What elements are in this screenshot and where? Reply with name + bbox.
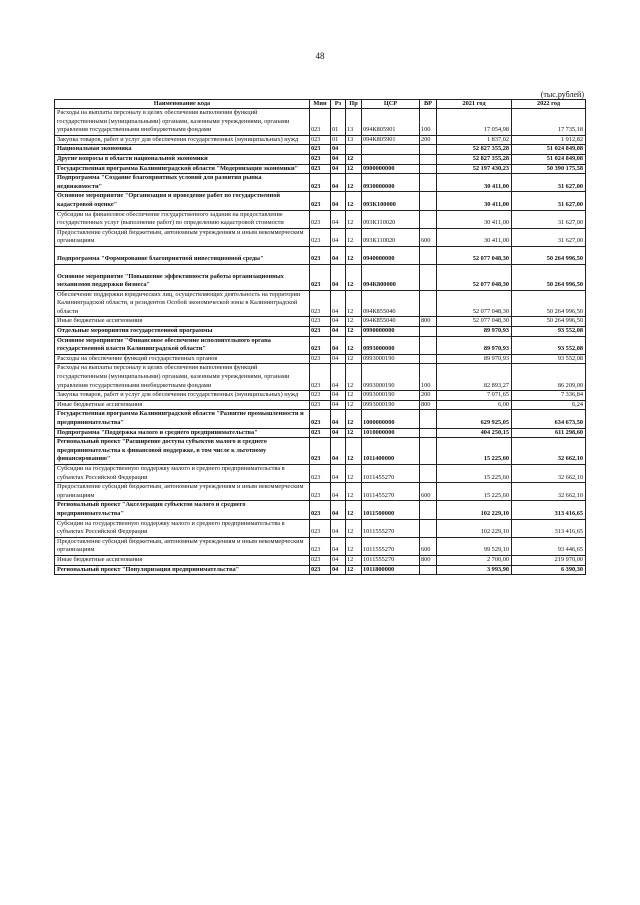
value-2021-cell: 629 925,05	[437, 410, 512, 428]
pr-cell: 12	[346, 192, 362, 210]
min-cell: 023	[310, 410, 331, 428]
csr-cell: 1011555270	[362, 519, 420, 537]
name-cell: Основное мероприятие "Финансовое обеспечение исполнительного органа государственной власти Калининградской области"	[55, 336, 310, 354]
csr-cell: 094К805901	[362, 109, 420, 136]
rz-cell: 04	[331, 438, 346, 465]
vr-cell	[420, 438, 437, 465]
value-2022-cell: 93 552,08	[512, 336, 586, 354]
value-2022-cell: 31 627,00	[512, 228, 586, 246]
col-header-rz: Рз	[331, 100, 346, 109]
pr-cell: 12	[346, 400, 362, 410]
pr-cell: 12	[346, 438, 362, 465]
vr-cell: 600	[420, 483, 437, 501]
csr-cell: 0940000000	[362, 246, 420, 264]
value-2022-cell: 31 627,00	[512, 174, 586, 192]
min-cell: 023	[310, 537, 331, 555]
value-2021-cell: 2 700,00	[437, 555, 512, 565]
table-row	[55, 464, 586, 482]
table-row	[55, 327, 586, 337]
table-row	[55, 336, 586, 354]
table-row	[55, 154, 586, 164]
value-2021-cell: 52 827 355,28	[437, 145, 512, 155]
pr-cell: 12	[346, 327, 362, 337]
table-row	[55, 135, 586, 145]
table-row	[55, 364, 586, 391]
csr-cell: 0993000190	[362, 354, 420, 364]
vr-cell	[420, 501, 437, 519]
min-cell: 023	[310, 135, 331, 145]
name-cell: Расходы на выплаты персоналу в целях обеспечения выполнения функций государственными (муниципальными) органами, казенными учреждениями, органами управления государственными внебюджетными фондами	[55, 109, 310, 136]
value-2021-cell: 15 225,60	[437, 483, 512, 501]
min-cell: 023	[310, 400, 331, 410]
table-row	[55, 317, 586, 327]
vr-cell	[420, 327, 437, 337]
name-cell: Расходы на обеспечение функций государственных органов	[55, 354, 310, 364]
pr-cell: 12	[346, 164, 362, 174]
value-2022-cell: 31 627,00	[512, 210, 586, 228]
vr-cell	[420, 246, 437, 264]
rz-cell: 01	[331, 135, 346, 145]
vr-cell	[420, 464, 437, 482]
col-header-name: Наименование кода	[55, 100, 310, 109]
min-cell: 023	[310, 391, 331, 401]
rz-cell: 04	[331, 154, 346, 164]
value-2022-cell: 50 264 996,50	[512, 317, 586, 327]
rz-cell: 04	[331, 174, 346, 192]
value-2021-cell: 89 970,93	[437, 327, 512, 337]
rz-cell: 04	[331, 164, 346, 174]
csr-cell	[362, 145, 420, 155]
min-cell: 023	[310, 210, 331, 228]
csr-cell: 1011800000	[362, 565, 420, 575]
min-cell: 023	[310, 336, 331, 354]
value-2021-cell: 30 411,00	[437, 210, 512, 228]
pr-cell: 12	[346, 290, 362, 317]
name-cell: Субсидии на государственную поддержку малого и среднего предпринимательства в субъектах Российской Федерации	[55, 519, 310, 537]
min-cell: 023	[310, 464, 331, 482]
vr-cell	[420, 428, 437, 438]
value-2022-cell: 611 298,60	[512, 428, 586, 438]
csr-cell: 1011455270	[362, 464, 420, 482]
min-cell: 023	[310, 109, 331, 136]
value-2022-cell: 6,24	[512, 400, 586, 410]
name-cell: Подпрограмма "Формирование благоприятной инвестиционной среды"	[55, 246, 310, 264]
table-row	[55, 410, 586, 428]
table-row	[55, 501, 586, 519]
vr-cell: 200	[420, 391, 437, 401]
min-cell: 023	[310, 174, 331, 192]
table-row	[55, 519, 586, 537]
value-2022-cell: 17 735,18	[512, 109, 586, 136]
value-2022-cell: 313 416,65	[512, 501, 586, 519]
value-2022-cell: 634 673,50	[512, 410, 586, 428]
table-row	[55, 164, 586, 174]
value-2021-cell: 52 077 048,30	[437, 264, 512, 290]
rz-cell: 04	[331, 537, 346, 555]
vr-cell	[420, 145, 437, 155]
units-note: (тыс.рублей)	[540, 90, 584, 99]
rz-cell: 04	[331, 246, 346, 264]
name-cell: Отдельные мероприятия государственной программы	[55, 327, 310, 337]
name-cell: Региональный проект "Расширение доступа субъектов малого и среднего предпринимательства к финансовой поддержке, в том числе к льготному финансированию"	[55, 438, 310, 465]
csr-cell: 0993000000	[362, 336, 420, 354]
vr-cell: 200	[420, 135, 437, 145]
table-row	[55, 428, 586, 438]
value-2022-cell: 32 662,10	[512, 464, 586, 482]
name-cell: Государственная программа Калининградской области "Развитие промышленности и предпринимательства"	[55, 410, 310, 428]
pr-cell	[346, 145, 362, 155]
col-header-2022: 2022 год	[512, 100, 586, 109]
value-2021-cell: 52 827 355,28	[437, 154, 512, 164]
name-cell: Подпрограмма "Поддержка малого и среднего предпринимательства"	[55, 428, 310, 438]
value-2022-cell: 32 662,10	[512, 438, 586, 465]
name-cell: Другие вопросы в области национальной экономики	[55, 154, 310, 164]
csr-cell: 0993000190	[362, 364, 420, 391]
rz-cell: 04	[331, 264, 346, 290]
value-2021-cell: 102 229,10	[437, 501, 512, 519]
value-2021-cell: 30 411,00	[437, 228, 512, 246]
rz-cell: 04	[331, 410, 346, 428]
value-2021-cell: 52 077 048,30	[437, 290, 512, 317]
vr-cell	[420, 210, 437, 228]
pr-cell: 13	[346, 109, 362, 136]
min-cell: 023	[310, 555, 331, 565]
min-cell: 023	[310, 192, 331, 210]
vr-cell: 800	[420, 400, 437, 410]
value-2021-cell: 15 225,60	[437, 464, 512, 482]
name-cell: Субсидии на государственную поддержку малого и среднего предпринимательства в субъектах Российской Федерации	[55, 464, 310, 482]
rz-cell: 04	[331, 519, 346, 537]
value-2021-cell: 89 970,93	[437, 336, 512, 354]
budget-table	[54, 99, 586, 575]
csr-cell: 1011555270	[362, 555, 420, 565]
rz-cell: 04	[331, 364, 346, 391]
min-cell: 023	[310, 519, 331, 537]
name-cell: Предоставление субсидий бюджетным, автономным учреждениям и иным некоммерческим организациям	[55, 228, 310, 246]
rz-cell: 04	[331, 210, 346, 228]
table-row	[55, 537, 586, 555]
name-cell: Национальная экономика	[55, 145, 310, 155]
name-cell: Закупка товаров, работ и услуг для обеспечения государственных (муниципальных) нужд	[55, 391, 310, 401]
rz-cell: 04	[331, 483, 346, 501]
table-row	[55, 264, 586, 290]
vr-cell: 100	[420, 364, 437, 391]
rz-cell: 04	[331, 192, 346, 210]
value-2021-cell: 17 054,98	[437, 109, 512, 136]
csr-cell: 0990000000	[362, 327, 420, 337]
pr-cell: 13	[346, 135, 362, 145]
value-2022-cell: 7 336,84	[512, 391, 586, 401]
value-2021-cell: 52 077 048,30	[437, 246, 512, 264]
rz-cell: 04	[331, 145, 346, 155]
csr-cell: 094К855040	[362, 317, 420, 327]
value-2022-cell: 50 390 175,58	[512, 164, 586, 174]
pr-cell: 12	[346, 565, 362, 575]
value-2022-cell: 313 416,65	[512, 519, 586, 537]
value-2022-cell: 51 024 849,08	[512, 145, 586, 155]
min-cell: 023	[310, 428, 331, 438]
pr-cell: 12	[346, 410, 362, 428]
page-number: 48	[315, 51, 325, 61]
vr-cell	[420, 192, 437, 210]
min-cell: 023	[310, 145, 331, 155]
min-cell: 023	[310, 228, 331, 246]
min-cell: 023	[310, 290, 331, 317]
rz-cell: 04	[331, 327, 346, 337]
value-2022-cell: 50 264 996,50	[512, 246, 586, 264]
value-2022-cell: 51 024 849,08	[512, 154, 586, 164]
value-2022-cell: 93 446,65	[512, 537, 586, 555]
name-cell: Предоставление субсидий бюджетным, автономным учреждениям и иным некоммерческим организациям	[55, 483, 310, 501]
vr-cell	[420, 410, 437, 428]
value-2022-cell: 219 970,00	[512, 555, 586, 565]
value-2022-cell: 31 627,00	[512, 192, 586, 210]
name-cell: Иные бюджетные ассигнования	[55, 555, 310, 565]
table-row	[55, 354, 586, 364]
vr-cell: 600	[420, 228, 437, 246]
rz-cell: 04	[331, 228, 346, 246]
value-2021-cell: 52 077 048,30	[437, 317, 512, 327]
value-2021-cell: 89 970,93	[437, 354, 512, 364]
vr-cell	[420, 336, 437, 354]
pr-cell: 12	[346, 228, 362, 246]
value-2021-cell: 3 993,90	[437, 565, 512, 575]
table-row	[55, 109, 586, 136]
vr-cell	[420, 174, 437, 192]
pr-cell: 12	[346, 391, 362, 401]
value-2022-cell: 6 390,30	[512, 565, 586, 575]
csr-cell: 1011400000	[362, 438, 420, 465]
col-header-min: Мин	[310, 100, 331, 109]
name-cell: Закупка товаров, работ и услуг для обеспечения государственных (муниципальных) нужд	[55, 135, 310, 145]
table-row	[55, 483, 586, 501]
min-cell: 023	[310, 317, 331, 327]
name-cell: Предоставление субсидий бюджетным, автономным учреждениям и иным некоммерческим организациям	[55, 537, 310, 555]
csr-cell: 1011455270	[362, 483, 420, 501]
pr-cell: 12	[346, 264, 362, 290]
rz-cell: 04	[331, 565, 346, 575]
rz-cell: 04	[331, 317, 346, 327]
pr-cell: 12	[346, 501, 362, 519]
min-cell: 023	[310, 354, 331, 364]
csr-cell: 1011500000	[362, 501, 420, 519]
vr-cell: 800	[420, 317, 437, 327]
value-2021-cell: 102 229,10	[437, 519, 512, 537]
rz-cell: 04	[331, 428, 346, 438]
table-row	[55, 290, 586, 317]
name-cell: Основное мероприятие "Организация и проведение работ по государственной кадастровой оценке"	[55, 192, 310, 210]
value-2021-cell: 82 893,27	[437, 364, 512, 391]
min-cell: 023	[310, 154, 331, 164]
name-cell: Иные бюджетные ассигнования	[55, 400, 310, 410]
min-cell: 023	[310, 264, 331, 290]
name-cell: Государственная программа Калининградской области "Модернизация экономики"	[55, 164, 310, 174]
name-cell: Иные бюджетные ассигнования	[55, 317, 310, 327]
pr-cell: 12	[346, 210, 362, 228]
value-2021-cell: 52 197 430,23	[437, 164, 512, 174]
col-header-pr: Пр	[346, 100, 362, 109]
value-2021-cell: 1 837,02	[437, 135, 512, 145]
rz-cell: 04	[331, 336, 346, 354]
csr-cell: 093К110020	[362, 210, 420, 228]
pr-cell: 12	[346, 483, 362, 501]
table-header-row	[55, 100, 586, 109]
name-cell: Субсидии на финансовое обеспечение государственного задания на предоставление государственных услуг (выполнение работ) по определению кадастровой стоимости	[55, 210, 310, 228]
value-2022-cell: 50 264 996,50	[512, 264, 586, 290]
col-header-2021: 2021 год	[437, 100, 512, 109]
table-row	[55, 246, 586, 264]
min-cell: 023	[310, 164, 331, 174]
min-cell: 023	[310, 438, 331, 465]
col-header-csr: ЦСР	[362, 100, 420, 109]
pr-cell: 12	[346, 555, 362, 565]
value-2022-cell: 1 912,82	[512, 135, 586, 145]
min-cell: 023	[310, 246, 331, 264]
pr-cell: 12	[346, 317, 362, 327]
vr-cell	[420, 519, 437, 537]
csr-cell: 0930000000	[362, 174, 420, 192]
table-row	[55, 391, 586, 401]
csr-cell: 1010000000	[362, 428, 420, 438]
csr-cell: 094К800000	[362, 264, 420, 290]
csr-cell: 0900000000	[362, 164, 420, 174]
rz-cell: 01	[331, 109, 346, 136]
value-2022-cell: 32 662,10	[512, 483, 586, 501]
pr-cell: 12	[346, 174, 362, 192]
min-cell: 023	[310, 364, 331, 391]
csr-cell: 093К110020	[362, 228, 420, 246]
vr-cell	[420, 264, 437, 290]
vr-cell	[420, 290, 437, 317]
table-row	[55, 228, 586, 246]
pr-cell: 12	[346, 354, 362, 364]
vr-cell: 800	[420, 555, 437, 565]
rz-cell: 04	[331, 464, 346, 482]
pr-cell: 12	[346, 519, 362, 537]
vr-cell	[420, 354, 437, 364]
pr-cell: 12	[346, 336, 362, 354]
table-row	[55, 145, 586, 155]
csr-cell: 0993000190	[362, 391, 420, 401]
vr-cell: 600	[420, 537, 437, 555]
value-2021-cell: 7 071,65	[437, 391, 512, 401]
value-2021-cell: 99 529,10	[437, 537, 512, 555]
vr-cell	[420, 565, 437, 575]
name-cell: Подпрограмма "Создание благоприятных условий для развития рынка недвижимости"	[55, 174, 310, 192]
value-2021-cell: 30 411,00	[437, 174, 512, 192]
rz-cell: 04	[331, 501, 346, 519]
csr-cell: 094К805901	[362, 135, 420, 145]
vr-cell	[420, 154, 437, 164]
pr-cell: 12	[346, 364, 362, 391]
col-header-vr: ВР	[420, 100, 437, 109]
table-row	[55, 438, 586, 465]
table-row	[55, 174, 586, 192]
rz-cell: 04	[331, 391, 346, 401]
value-2022-cell: 86 209,00	[512, 364, 586, 391]
vr-cell: 100	[420, 109, 437, 136]
value-2022-cell: 50 264 996,50	[512, 290, 586, 317]
name-cell: Основное мероприятие "Повышение эффективности работы организационных механизмов поддержки бизнеса"	[55, 264, 310, 290]
csr-cell: 094К855040	[362, 290, 420, 317]
name-cell: Региональный проект "Популяризация предпринимательства"	[55, 565, 310, 575]
name-cell: Региональный проект "Акселерация субъектов малого и среднего предпринимательства"	[55, 501, 310, 519]
rz-cell: 04	[331, 290, 346, 317]
value-2021-cell: 6,00	[437, 400, 512, 410]
table-row	[55, 400, 586, 410]
min-cell: 023	[310, 501, 331, 519]
csr-cell: 093К100000	[362, 192, 420, 210]
table-row	[55, 210, 586, 228]
rz-cell: 04	[331, 555, 346, 565]
pr-cell: 12	[346, 246, 362, 264]
vr-cell	[420, 164, 437, 174]
pr-cell: 12	[346, 537, 362, 555]
pr-cell: 12	[346, 428, 362, 438]
csr-cell	[362, 154, 420, 164]
table-row	[55, 555, 586, 565]
pr-cell: 12	[346, 464, 362, 482]
csr-cell: 1000000000	[362, 410, 420, 428]
value-2022-cell: 93 552,08	[512, 327, 586, 337]
rz-cell: 04	[331, 400, 346, 410]
table-row	[55, 192, 586, 210]
rz-cell: 04	[331, 354, 346, 364]
name-cell: Обеспечение поддержки юридических лиц, осуществляющих деятельность на территории Калининградской области, и резидентов Особой экономической зоны в Калининградской области	[55, 290, 310, 317]
value-2021-cell: 15 225,60	[437, 438, 512, 465]
min-cell: 023	[310, 565, 331, 575]
value-2021-cell: 404 250,15	[437, 428, 512, 438]
value-2022-cell: 93 552,08	[512, 354, 586, 364]
value-2021-cell: 30 411,00	[437, 192, 512, 210]
csr-cell: 0993000190	[362, 400, 420, 410]
table-row	[55, 565, 586, 575]
min-cell: 023	[310, 483, 331, 501]
min-cell: 023	[310, 327, 331, 337]
csr-cell: 1011555270	[362, 537, 420, 555]
pr-cell: 12	[346, 154, 362, 164]
name-cell: Расходы на выплаты персоналу в целях обеспечения выполнения функций государственными (муниципальными) органами, казенными учреждениями, органами управления государственными внебюджетными фондами	[55, 364, 310, 391]
